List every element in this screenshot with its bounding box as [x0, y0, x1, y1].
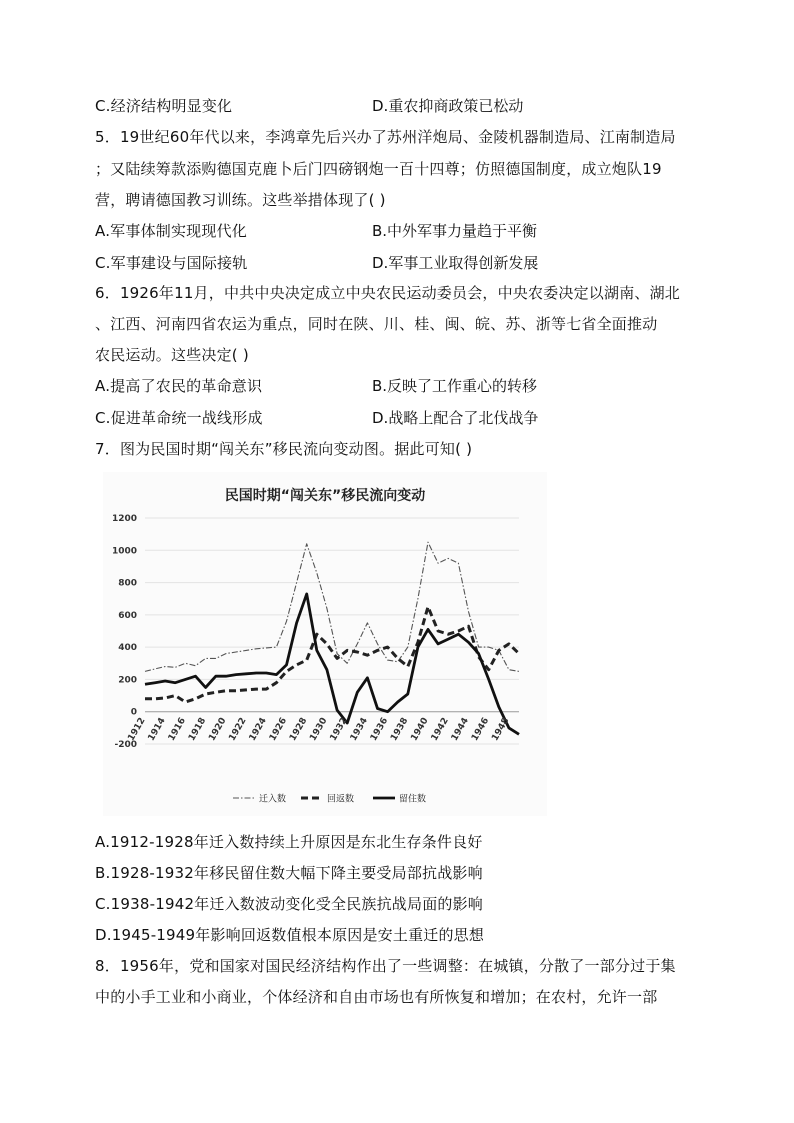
- x-tick-label: 1920: [207, 716, 229, 743]
- q7-stem: 7．图为民国时期“闯关东”移民流向变动图。据此可知( ): [95, 440, 473, 458]
- chart-title: 民国时期“闯关东”移民流向变动: [224, 488, 426, 504]
- chart-legend: [233, 793, 426, 805]
- q5-option-d: D.军事工业取得创新发展: [372, 254, 539, 272]
- y-tick-label: 600: [118, 610, 137, 621]
- q8-stem-line-2: 中的小手工业和小商业，个体经济和自由市场也有所恢复和增加；在农村，允许一部: [95, 988, 658, 1006]
- y-tick-label: 0: [130, 707, 137, 718]
- x-tick-label: 1946: [470, 716, 492, 743]
- y-tick-label: 1200: [111, 514, 137, 524]
- q6-stem-line-2: 、江西、河南四省农运为重点，同时在陕、川、桂、闽、皖、苏、浙等七省全面推动: [95, 315, 658, 333]
- x-tick-label: 1944: [449, 716, 472, 743]
- q6-option-a: A.提高了农民的革命意识: [95, 377, 263, 395]
- x-tick-label: 1948: [490, 716, 512, 743]
- q6-option-d: D.战略上配合了北伐战争: [372, 409, 539, 427]
- q5-option-b: B.中外军事力量趋于平衡: [372, 222, 538, 240]
- x-tick-label: 1918: [187, 716, 209, 743]
- x-tick-label: 1942: [429, 716, 451, 743]
- y-tick-label: 400: [118, 643, 137, 654]
- q6-option-c: C.促进革命统一战线形成: [95, 409, 263, 427]
- q5-stem-line-2: ；又陆续筹款添购德国克鹿卜后门四磅钢炮一百十四尊；仿照德国制度，成立炮队19: [95, 160, 662, 178]
- x-tick-label: 1928: [288, 716, 310, 743]
- x-tick-label: 1914: [146, 716, 168, 743]
- chart-series: [145, 542, 519, 734]
- x-tick-label: 1930: [308, 716, 330, 743]
- x-tick-label: 1912: [126, 716, 148, 743]
- x-tick-label: 1934: [348, 716, 370, 743]
- x-tick-label: 1916: [166, 716, 189, 743]
- q6-option-b: B.反映了工作重心的转移: [372, 377, 538, 395]
- legend-label: 留住数: [399, 794, 427, 805]
- q5-stem-line-1: 5．19世纪60年代以来，李鸿章先后兴办了苏州洋炮局、金陵机器制造局、江南制造局: [95, 128, 676, 146]
- x-tick-label: 1922: [227, 716, 249, 743]
- q7-option-d: D.1945-1949年影响回返数值根本原因是安土重迁的思想: [95, 926, 485, 944]
- legend-label: 迁入数: [259, 794, 287, 805]
- migration-chart: [103, 472, 547, 816]
- q5-option-c: C.军事建设与国际接轨: [95, 254, 248, 272]
- migration-chart-svg: [103, 472, 547, 816]
- x-tick-label: 1932: [328, 716, 350, 743]
- x-tick-label: 1936: [369, 716, 391, 743]
- q7-option-c: C.1938-1942年迁入数波动变化受全民族抗战局面的影响: [95, 895, 484, 913]
- q4-option-d: D.重农抑商政策已松动: [372, 97, 524, 115]
- x-tick-label: 1940: [409, 716, 431, 743]
- chart-x-axis: [126, 716, 511, 743]
- q4-option-c: C.经济结构明显变化: [95, 97, 233, 115]
- y-tick-label: -200: [114, 740, 137, 750]
- q7-option-b: B.1928-1932年移民留住数大幅下降主要受局部抗战影响: [95, 864, 483, 882]
- y-tick-label: 800: [118, 578, 137, 589]
- x-tick-label: 1926: [267, 716, 290, 743]
- y-tick-label: 1000: [111, 546, 137, 557]
- y-tick-label: 200: [118, 675, 137, 686]
- series-line-1: [145, 542, 519, 671]
- q6-stem-line-1: 6．1926年11月，中共中央决定成立中央农民运动委员会，中央农委决定以湖南、湖北: [95, 284, 681, 302]
- legend-label: 回返数: [327, 794, 355, 805]
- x-tick-label: 1938: [389, 716, 411, 743]
- q7-option-a: A.1912-1928年迁入数持续上升原因是东北生存条件良好: [95, 833, 483, 851]
- q8-stem-line-1: 8．1956年，党和国家对国民经济结构作出了一些调整：在城镇，分散了一部分过于集: [95, 957, 676, 975]
- x-tick-label: 1924: [247, 716, 269, 743]
- q5-option-a: A.军事体制实现现代化: [95, 222, 247, 240]
- chart-y-axis: [112, 514, 137, 750]
- q5-stem-line-3: 营，聘请德国教习训练。这些举措体现了( ): [95, 191, 386, 209]
- q6-stem-line-3: 农民运动。这些决定( ): [95, 346, 249, 364]
